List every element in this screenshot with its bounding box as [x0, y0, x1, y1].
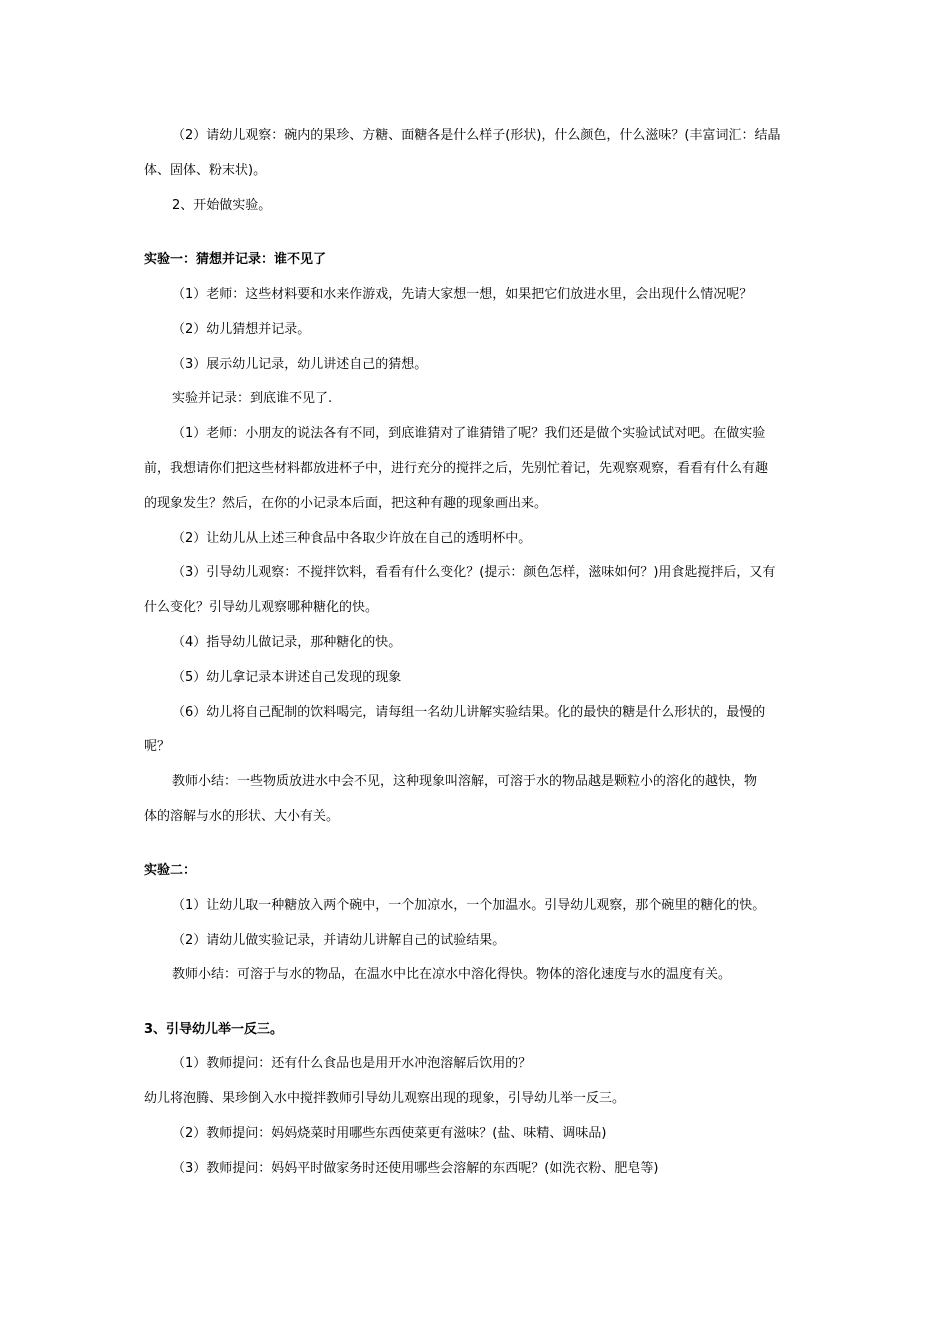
section-heading: 实验二：	[144, 863, 197, 878]
paragraph-line: 教师小结：可溶于与水的物品，在温水中比在凉水中溶化得快。物体的溶化速度与水的温度有关。	[172, 967, 732, 982]
paragraph-line: （1）让幼儿取一种糖放入两个碗中，一个加凉水，一个加温水。引导幼儿观察，那个碗里的糖化的快。	[172, 898, 766, 913]
paragraph-line: （3）教师提问：妈妈平时做家务时还使用哪些会溶解的东西呢？(如洗衣粉、肥皂等)	[172, 1161, 659, 1176]
section-heading: 3、引导幼儿举一反三。	[144, 1022, 284, 1037]
paragraph-line: （2）幼儿猜想并记录。	[172, 322, 311, 337]
paragraph-line: 的现象发生？然后，在你的小记录本后面，把这种有趣的现象画出来。	[144, 496, 548, 511]
paragraph-line: （2）教师提问：妈妈烧菜时用哪些东西使菜更有滋味？(盐、味精、调味品)	[172, 1126, 607, 1141]
paragraph-line: 呢？	[144, 739, 171, 754]
paragraph-line: （1）老师：这些材料要和水来作游戏，先请大家想一想，如果把它们放进水里，会出现什么情况呢？	[172, 287, 753, 302]
paragraph-line: （2）请幼儿做实验记录，并请幼儿讲解自己的试验结果。	[172, 933, 506, 948]
paragraph-line: 前，我想请你们把这些材料都放进杯子中，进行充分的搅拌之后，先别忙着记，先观察观察，看看有什么有趣	[144, 461, 769, 476]
paragraph-line: 实验并记录：到底谁不见了.	[172, 391, 333, 406]
paragraph-line: 体、固体、粉末状)。	[144, 163, 267, 178]
paragraph-line: 教师小结：一些物质放进水中会不见，这种现象叫溶解，可溶于水的物品越是颗粒小的溶化的越快，物	[172, 774, 758, 789]
paragraph-line: 什么变化？引导幼儿观察哪种糖化的快。	[144, 600, 379, 615]
paragraph-line: （1）教师提问：还有什么食品也是用开水冲泡溶解后饮用的？	[172, 1056, 532, 1071]
paragraph-line: 幼儿将泡腾、果珍倒入水中搅拌教师引导幼儿观察出现的现象，引导幼儿举一反三。	[144, 1091, 626, 1106]
paragraph-line: （4）指导幼儿做记录，那种糖化的快。	[172, 635, 402, 650]
paragraph-line: （1）老师：小朋友的说法各有不同，到底谁猜对了谁猜错了呢？我们还是做个实验试试对吧。在做实验	[172, 426, 766, 441]
paragraph-line: 2、开始做实验。	[172, 198, 272, 213]
paragraph-line: （2）请幼儿观察：碗内的果珍、方糖、面糖各是什么样子(形状)，什么颜色，什么滋味？(丰富词汇：结晶	[172, 128, 781, 143]
paragraph-line: （6）幼儿将自己配制的饮料喝完，请每组一名幼儿讲解实验结果。化的最快的糖是什么形状的，最慢的	[172, 705, 766, 720]
paragraph-line: （5）幼儿拿记录本讲述自己发现的现象	[172, 670, 402, 685]
paragraph-line: （2）让幼儿从上述三种食品中各取少许放在自己的透明杯中。	[172, 531, 532, 546]
paragraph-line: 体的溶解与水的形状、大小有关。	[144, 809, 340, 824]
section-heading: 实验一：猜想并记录：谁不见了	[144, 252, 327, 267]
paragraph-line: （3）引导幼儿观察：不搅拌饮料，看看有什么变化？(提示：颜色怎样，滋味如何？)用食匙搅拌后，又有	[172, 565, 776, 580]
paragraph-line: （3）展示幼儿记录，幼儿讲述自己的猜想。	[172, 357, 428, 372]
